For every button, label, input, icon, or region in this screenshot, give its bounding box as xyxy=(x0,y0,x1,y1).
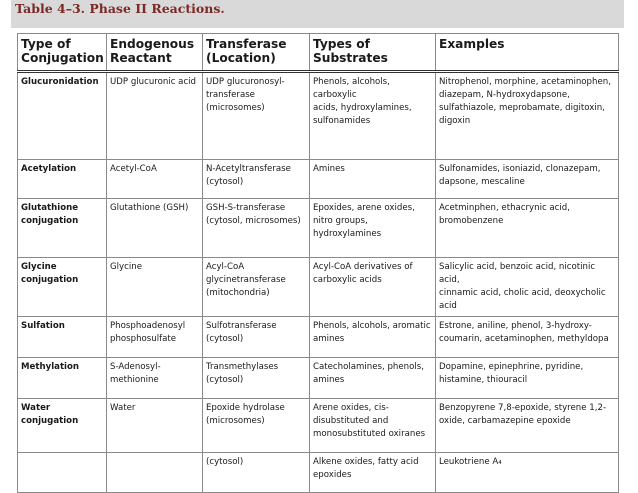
cell-examples: Dopamine, epinephrine, pyridine, histamine, thiouracil xyxy=(436,358,619,399)
cell-reactant: UDP glucuronic acid xyxy=(107,72,203,160)
table-row xyxy=(18,358,619,399)
cell-reactant xyxy=(107,453,203,493)
phase-ii-reactions-table xyxy=(17,33,619,493)
cell-type: Sulfation xyxy=(18,317,107,358)
cell-reactant: Glycine xyxy=(107,258,203,317)
cell-substrates: Phenols, alcohols, carboxylic acids, hydroxylamines, sulfonamides xyxy=(310,72,436,160)
cell-transferase: GSH-S-transferase (cytosol, microsomes) xyxy=(203,199,310,258)
table-row xyxy=(18,317,619,358)
table-caption: Table 4–3. Phase II Reactions. xyxy=(15,1,225,16)
cell-examples: Estrone, aniline, phenol, 3-hydroxy- coumarin, acetaminophen, methyldopa xyxy=(436,317,619,358)
cell-type: Methylation xyxy=(18,358,107,399)
cell-substrates: Phenols, alcohols, aromatic amines xyxy=(310,317,436,358)
cell-transferase: Sulfotransferase (cytosol) xyxy=(203,317,310,358)
cell-reactant: Water xyxy=(107,399,203,453)
cell-transferase: Epoxide hydrolase (microsomes) xyxy=(203,399,310,453)
cell-examples: Sulfonamides, isoniazid, clonazepam, dapsone, mescaline xyxy=(436,160,619,199)
header-examples: Examples xyxy=(436,34,619,72)
cell-type: Water conjugation xyxy=(18,399,107,453)
cell-type: Glycine conjugation xyxy=(18,258,107,317)
cell-substrates: Epoxides, arene oxides, nitro groups, hydroxylamines xyxy=(310,199,436,258)
cell-transferase: N-Acetyltransferase (cytosol) xyxy=(203,160,310,199)
header-transferase-location: Transferase (Location) xyxy=(203,34,310,72)
cell-examples: Acetminphen, ethacrynic acid, bromobenzene xyxy=(436,199,619,258)
table-row xyxy=(18,160,619,199)
cell-reactant: S-Adenosyl- methionine xyxy=(107,358,203,399)
cell-transferase: UDP glucuronosyl- transferase (microsomes) xyxy=(203,72,310,160)
cell-examples: Benzopyrene 7,8-epoxide, styrene 1,2- oxide, carbamazepine epoxide xyxy=(436,399,619,453)
table-row xyxy=(18,399,619,453)
header-row xyxy=(18,34,619,72)
cell-substrates: Amines xyxy=(310,160,436,199)
header-types-of-substrates: Types of Substrates xyxy=(310,34,436,72)
cell-type: Acetylation xyxy=(18,160,107,199)
cell-substrates: Alkene oxides, fatty acid epoxides xyxy=(310,453,436,493)
cell-transferase: (cytosol) xyxy=(203,453,310,493)
cell-transferase: Acyl-CoA glycinetransferase (mitochondria) xyxy=(203,258,310,317)
caption-bar xyxy=(11,0,624,28)
header-endogenous-reactant: Endogenous Reactant xyxy=(107,34,203,72)
cell-type: Glutathione conjugation xyxy=(18,199,107,258)
header-type-of-conjugation: Type of Conjugation xyxy=(18,34,107,72)
cell-substrates: Catecholamines, phenols, amines xyxy=(310,358,436,399)
cell-reactant: Phosphoadenosyl phosphosulfate xyxy=(107,317,203,358)
table-row xyxy=(18,72,619,160)
cell-reactant: Acetyl-CoA xyxy=(107,160,203,199)
cell-type xyxy=(18,453,107,493)
cell-examples: Nitrophenol, morphine, acetaminophen, diazepam, N-hydroxydapsone, sulfathiazole, meprobamate, digitoxin, digoxin xyxy=(436,72,619,160)
cell-substrates: Acyl-CoA derivatives of carboxylic acids xyxy=(310,258,436,317)
table-row xyxy=(18,453,619,493)
cell-transferase: Transmethylases (cytosol) xyxy=(203,358,310,399)
cell-reactant: Glutathione (GSH) xyxy=(107,199,203,258)
cell-type: Glucuronidation xyxy=(18,72,107,160)
table-row xyxy=(18,199,619,258)
cell-examples: Leukotriene A₄ xyxy=(436,453,619,493)
cell-substrates: Arene oxides, cis- disubstituted and monosubstituted oxiranes xyxy=(310,399,436,453)
table-row xyxy=(18,258,619,317)
cell-examples: Salicylic acid, benzoic acid, nicotinic acid, cinnamic acid, cholic acid, deoxycholic acid xyxy=(436,258,619,317)
